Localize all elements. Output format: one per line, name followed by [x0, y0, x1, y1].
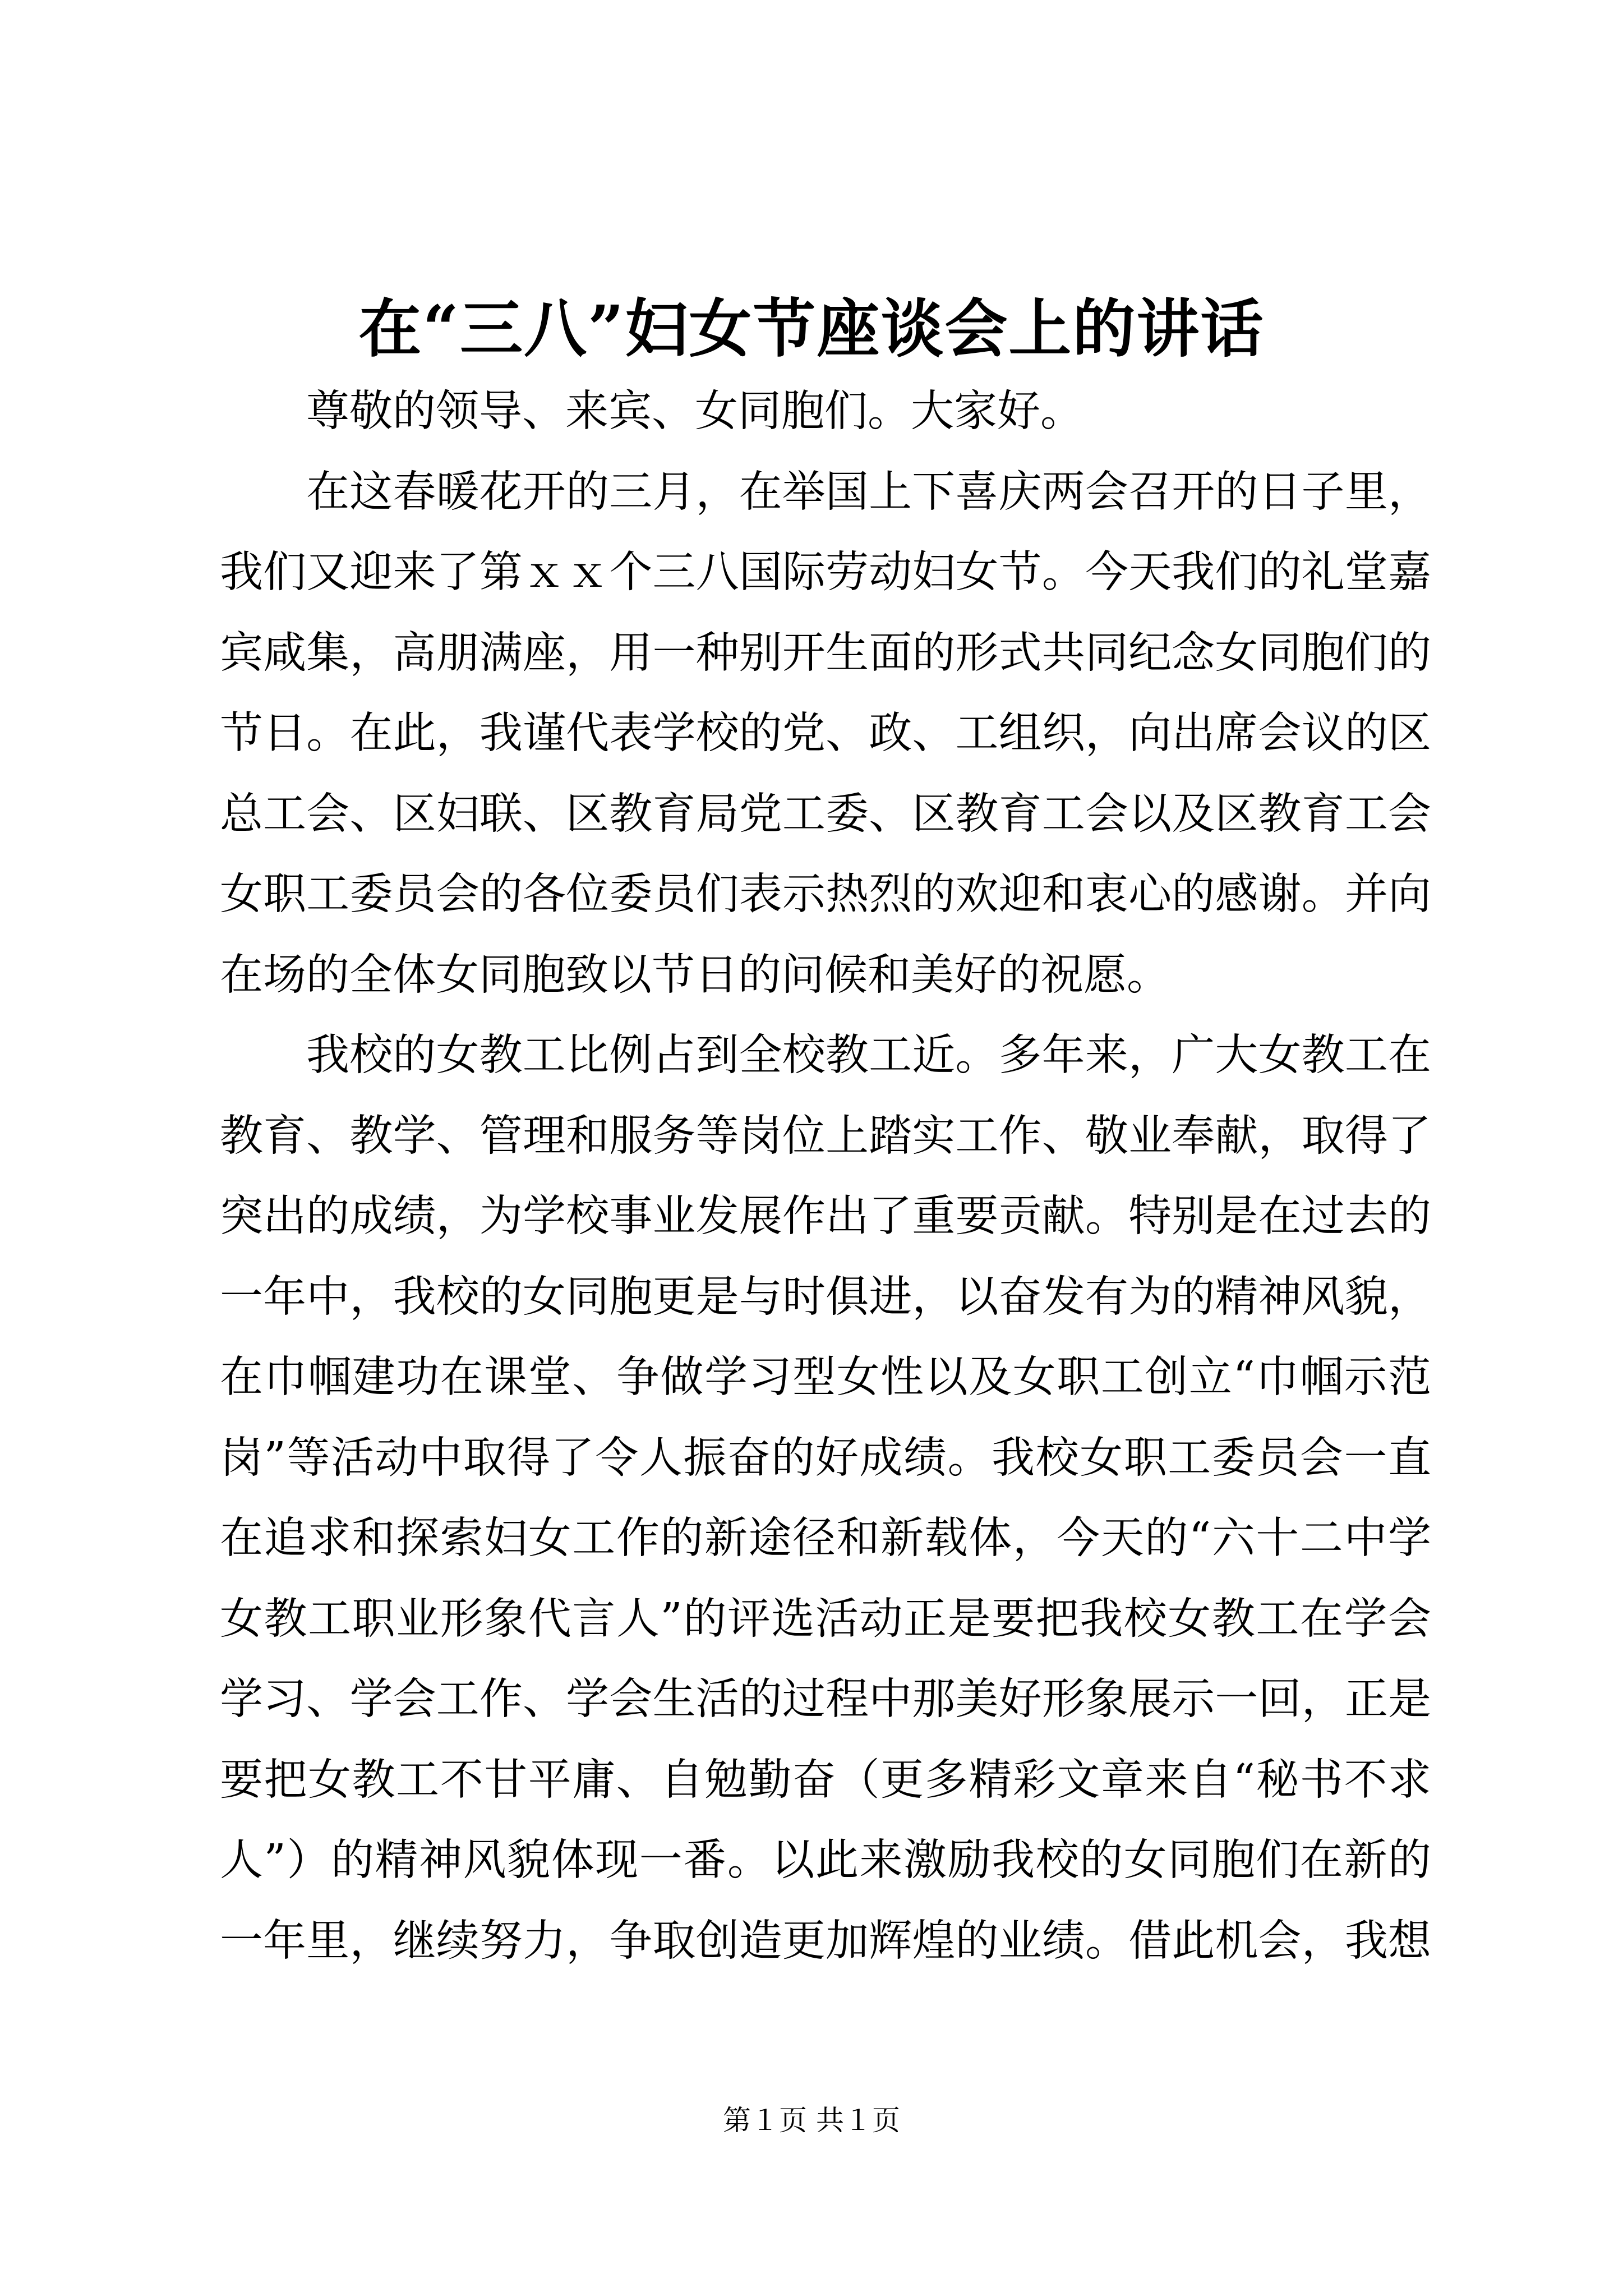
paragraph-2-line: 一年中，我校的女同胞更是与时俱进，以奋发有为的精神风貌，: [220, 1272, 1431, 1322]
page-number-footer: 第１页 共１页: [723, 2104, 900, 2137]
paragraph-1-line: 在场的全体女同胞致以节日的问候和美好的祝愿。: [220, 950, 1170, 1000]
salutation-line: 尊敬的领导、来宾、女同胞们。大家好。: [306, 386, 1083, 436]
document-title: 在“三八”妇女节座谈会上的讲话: [358, 292, 1265, 366]
paragraph-1-line: 节日。在此，我谨代表学校的党、政、工组织，向出席会议的区: [220, 708, 1431, 758]
paragraph-1-line: 女职工委员会的各位委员们表示热烈的欢迎和衷心的感谢。并向: [220, 869, 1431, 919]
paragraph-2-line: 人”）的精神风貌体现一番。以此来激励我校的女同胞们在新的: [220, 1835, 1431, 1885]
paragraph-2-line: 在追求和探索妇女工作的新途径和新载体，今天的“六十二中学: [220, 1513, 1431, 1563]
paragraph-2-line: 我校的女教工比例占到全校教工近。多年来，广大女教工在: [306, 1030, 1431, 1080]
paragraph-1-line: 宾咸集，高朋满座，用一种别开生面的形式共同纪念女同胞们的: [220, 628, 1431, 678]
paragraph-1-line: 我们又迎来了第ｘｘ个三八国际劳动妇女节。今天我们的礼堂嘉: [220, 547, 1431, 597]
paragraph-1-line: 总工会、区妇联、区教育局党工委、区教育工会以及区教育工会: [220, 789, 1431, 839]
paragraph-1-line: 在这春暖花开的三月，在举国上下喜庆两会召开的日子里，: [306, 467, 1431, 517]
paragraph-2-line: 女教工职业形象代言人”的评选活动正是要把我校女教工在学会: [220, 1594, 1431, 1644]
paragraph-2-line: 一年里，继续努力，争取创造更加辉煌的业绩。借此机会，我想: [220, 1916, 1431, 1966]
paragraph-2-line: 教育、教学、管理和服务等岗位上踏实工作、敬业奉献，取得了: [220, 1111, 1431, 1161]
paragraph-2-line: 在巾帼建功在课堂、争做学习型女性以及女职工创立“巾帼示范: [220, 1352, 1431, 1402]
paragraph-2-line: 要把女教工不甘平庸、自勉勤奋（更多精彩文章来自“秘书不求: [220, 1755, 1431, 1805]
paragraph-2-line: 突出的成绩，为学校事业发展作出了重要贡献。特别是在过去的: [220, 1191, 1431, 1241]
paragraph-2-line: 岗”等活动中取得了令人振奋的好成绩。我校女职工委员会一直: [220, 1433, 1431, 1483]
paragraph-2-line: 学习、学会工作、学会生活的过程中那美好形象展示一回，正是: [220, 1674, 1431, 1724]
document-body: [220, 371, 1431, 1981]
